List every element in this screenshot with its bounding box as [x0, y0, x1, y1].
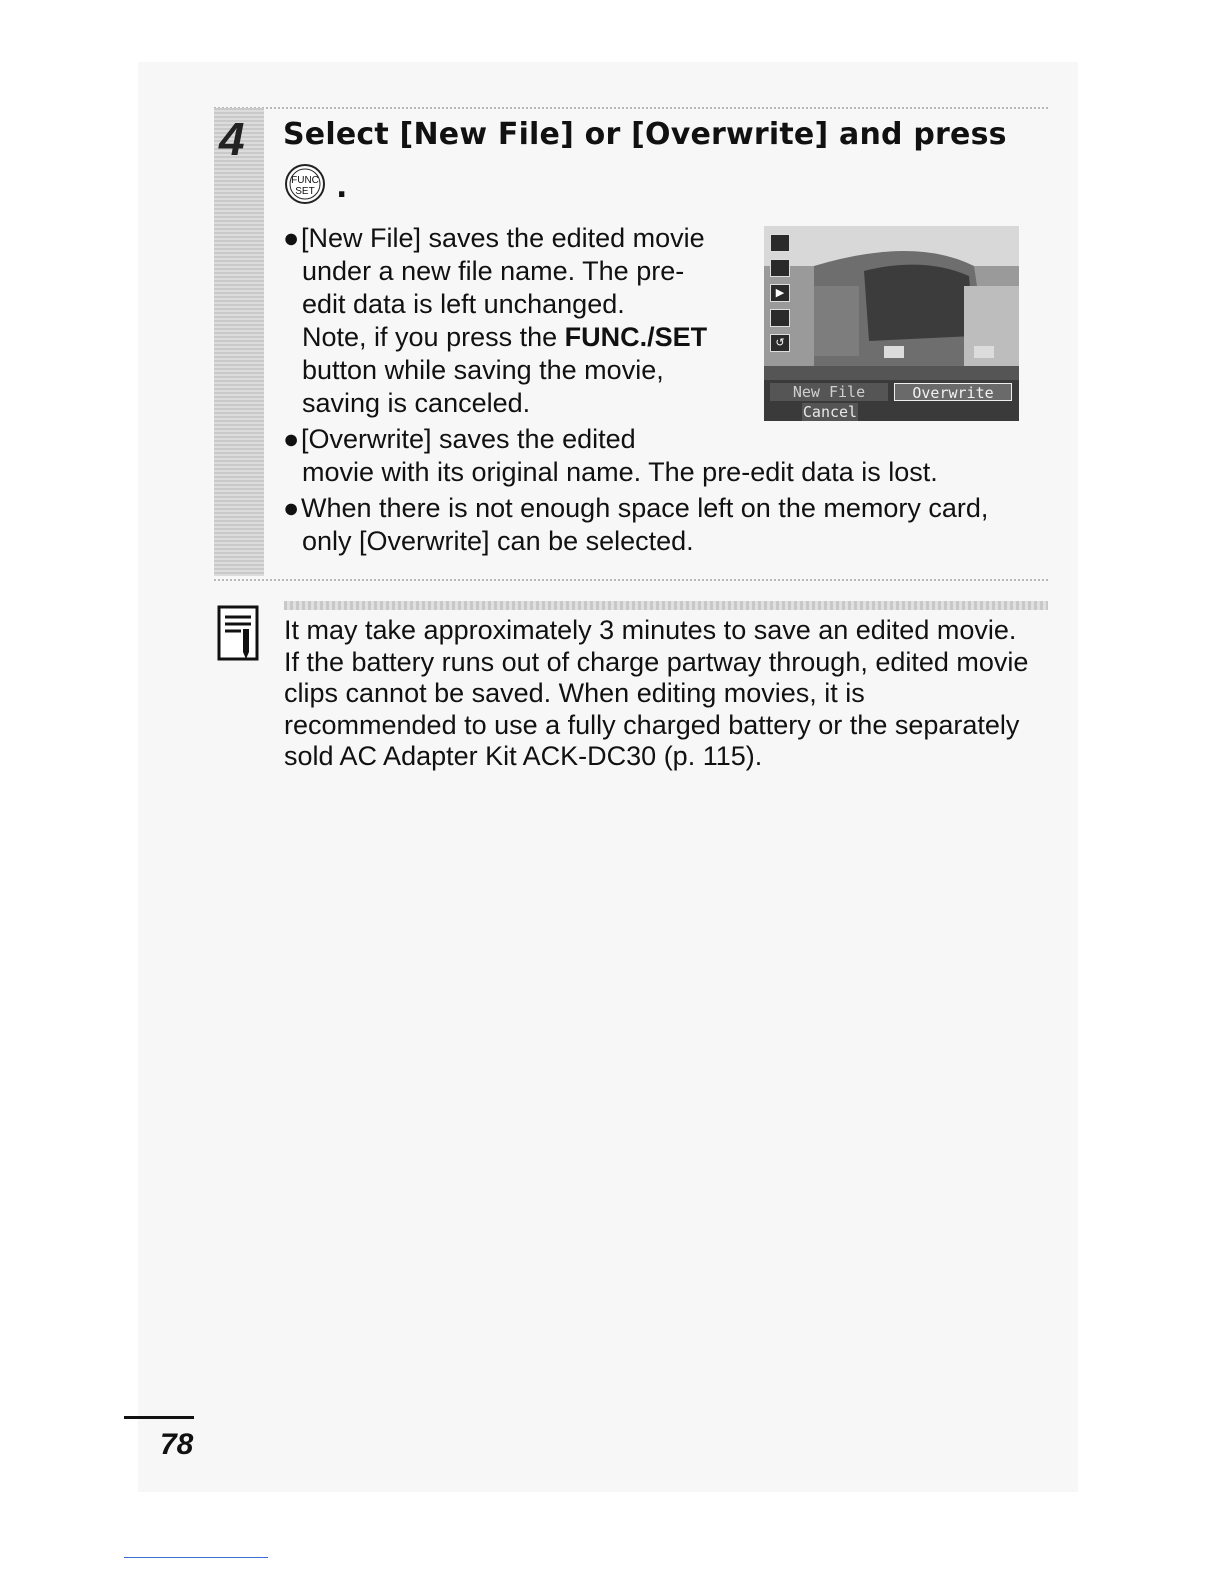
note-prefix: Note, if you press the — [302, 322, 565, 352]
note-icon — [216, 604, 262, 662]
bullet-overwrite — [283, 423, 938, 489]
note-line: clips cannot be saved. When editing movies, it is — [284, 678, 865, 708]
bullet-text: edit data is left unchanged. — [302, 289, 625, 319]
camera-menu-icon — [770, 309, 790, 327]
page-number: 78 — [160, 1428, 194, 1461]
camera-menu-icon — [770, 234, 790, 252]
camera-menu-icon — [770, 259, 790, 277]
bullet-text: [Overwrite] saves the edited — [301, 424, 636, 454]
bullet-dot: ● — [283, 424, 300, 454]
note-line: If the battery runs out of charge partway through, edited movie — [284, 646, 1029, 677]
page-number-rule — [124, 1416, 194, 1419]
overwrite-option: Overwrite — [894, 383, 1012, 401]
note-header-bar — [284, 601, 1048, 610]
bullet-dot: ● — [283, 493, 300, 523]
note-line: It may take approximately 3 minutes to save an edited movie. — [284, 615, 1017, 645]
note-line: recommended to use a fully charged battery or the separately — [284, 709, 1020, 740]
new-file-option: New File — [770, 383, 888, 401]
bullet-text: only [Overwrite] can be selected. — [302, 526, 694, 556]
bullet-text: under a new file name. The pre- — [302, 256, 685, 286]
bullet-text: movie with its original name. The pre-edit data is lost. — [302, 457, 938, 487]
bullet-dot: ● — [283, 223, 300, 253]
step-number: 4 — [219, 113, 245, 165]
cancel-option: Cancel — [802, 403, 858, 421]
play-icon: ▶ — [770, 284, 790, 302]
camera-screen-image — [764, 226, 1019, 421]
title-period: . — [336, 170, 348, 205]
camera-menu-icons — [770, 234, 792, 359]
func-set-label: FUNC./SET — [564, 322, 708, 352]
func-label: FUNC — [291, 175, 319, 186]
bullet-text: button while saving the movie, — [302, 355, 664, 385]
step-title: Select [New File] or [Overwrite] and press — [283, 117, 1007, 152]
bullet-new-file — [283, 222, 707, 420]
note-line: sold AC Adapter Kit ACK-DC30 (p. 115). — [284, 741, 763, 771]
footer-rule — [124, 1557, 268, 1558]
set-label: SET — [295, 186, 315, 197]
return-icon: ↺ — [770, 334, 790, 352]
camera-dialog — [764, 380, 1019, 421]
bullet-note — [283, 321, 707, 354]
step-sidebar — [214, 108, 264, 576]
func-set-button-icon — [283, 162, 327, 206]
bullet-text: saving is canceled. — [302, 388, 531, 418]
bullet-memory-card — [283, 492, 988, 558]
note-text — [284, 615, 1028, 773]
bullet-text: [New File] saves the edited movie — [301, 223, 705, 253]
bullet-text: When there is not enough space left on the memory card, — [301, 493, 989, 523]
